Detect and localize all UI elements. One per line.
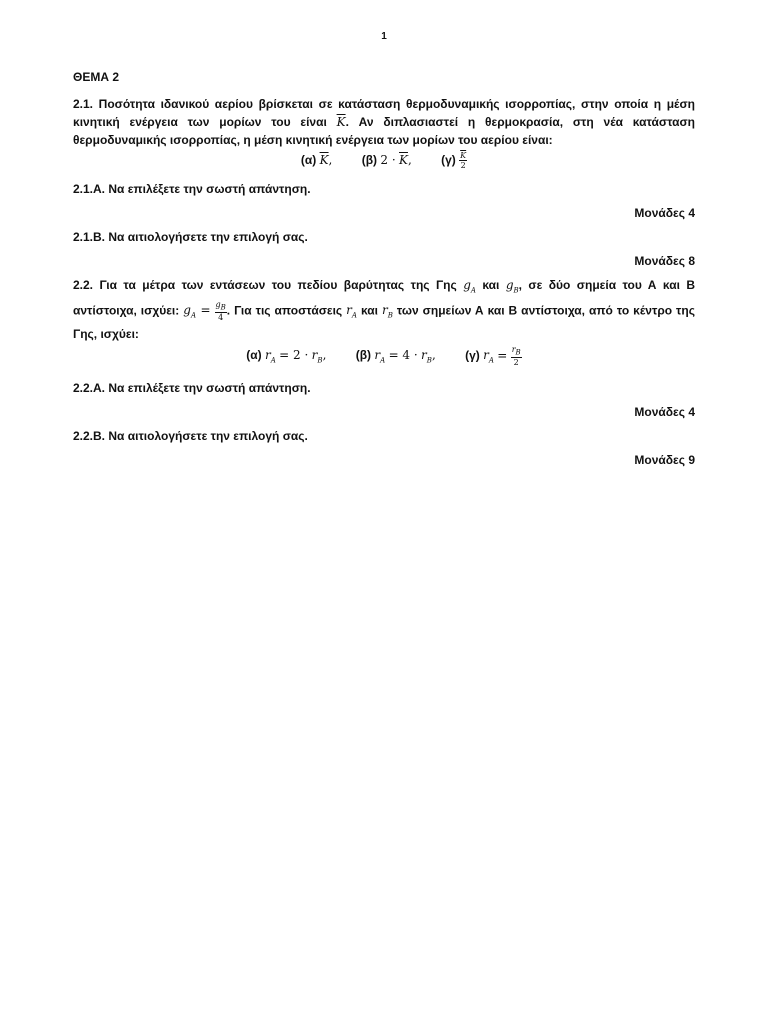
symbol-r-b: $r_B$: [381, 303, 393, 320]
points-2-1-a: Μονάδες 4: [634, 206, 695, 221]
fraction-numerator: $g_B$: [215, 299, 226, 312]
symbol-k-bar: $\overline{K}$: [336, 115, 346, 129]
equation-g: $g_A$ =: [183, 303, 211, 320]
points-2-2-b: Μονάδες 9: [634, 453, 695, 468]
option-b: (β) $r_A = 4 \cdot r_B$,: [355, 348, 436, 365]
option-math: $\overline{K}$: [399, 153, 408, 167]
question-2-2-b: 2.2.Β. Να αιτιολογήσετε την επιλογή σας.: [73, 429, 308, 444]
fraction-gb-over-4: [215, 300, 227, 323]
question-2-2-text: [73, 276, 695, 342]
question-text-continued: . Για τις αποστάσεις: [226, 303, 343, 318]
question-2-1-b: 2.1.Β. Να αιτιολογήσετε την επιλογή σας.: [73, 230, 308, 245]
conjunction: και: [482, 278, 500, 293]
option-c: [441, 151, 467, 170]
theme-title: ΘΕΜΑ 2: [73, 70, 120, 84]
question-2-1-text: [73, 95, 695, 149]
option-b: (β) $2 \cdot \overline{K}$,: [361, 153, 412, 167]
option-math: = 4 ·: [388, 348, 418, 363]
points-2-1-b: Μονάδες 8: [634, 254, 695, 269]
fraction-rb-over-2: [511, 345, 522, 368]
conjunction: και: [360, 303, 378, 318]
fraction-k-over-2: [459, 151, 467, 170]
option-label: (α): [246, 348, 262, 363]
option-math: =: [497, 348, 508, 363]
fraction-denominator: 4: [218, 313, 224, 323]
question-2-1-options: [73, 151, 695, 170]
fraction-denominator: 2: [513, 358, 519, 368]
option-factor: 2 ·: [380, 153, 396, 167]
question-2-2-a: 2.2.Α. Να επιλέξετε την σωστή απάντηση.: [73, 381, 311, 396]
option-math: $\overline{K}$: [319, 153, 329, 167]
question-number: 2.1.: [73, 97, 94, 111]
question-text: Για τα μέτρα των εντάσεων του πεδίου βαρύτητας της Γης: [99, 278, 457, 293]
question-2-2-options: [73, 345, 695, 370]
question-text-continued: , σε δύο σημεία του Α και Β αντίστοιχα, ισχύει:: [73, 278, 695, 318]
document-body: [73, 68, 695, 475]
option-label: (α): [300, 153, 317, 167]
question-text-continued: των σημείων Α και Β αντίστοιχα, από το κέντρο της Γης, ισχύει:: [73, 303, 695, 341]
option-label: (γ): [441, 153, 456, 167]
option-math: = 2 ·: [279, 348, 309, 363]
option-label: (γ): [465, 348, 480, 363]
option-c: (γ) $r_A$ = $\frac{r_B}{2}$: [465, 344, 521, 368]
question-text: Ποσότητα ιδανικού αερίου βρίσκεται σε κατάσταση θερμοδυναμικής ισορροπίας, στην οποία η μέση κινητική ενέργεια των μορίων του είναι: [73, 97, 695, 129]
option-label: (β): [361, 153, 378, 167]
fraction-numerator: $\overline{K}$: [460, 151, 467, 161]
symbol-r-a: $r_A$: [346, 303, 357, 320]
page-number: 1: [381, 31, 387, 42]
option-a: (α) $r_A = 2 \cdot r_B$,: [246, 348, 327, 365]
question-text-continued: . Αν διπλασιαστεί η θερμοκρασία, στη νέα κατάσταση θερμοδυναμικής ισορροπίας, η μέση κινητική ενέργεια των μορίων του αερίου είναι:: [73, 115, 695, 147]
option-label: (β): [355, 348, 372, 363]
symbol-g-a: $g_A$: [463, 278, 476, 295]
symbol-g-b: $g_B$: [505, 278, 519, 295]
fraction-denominator: 2: [460, 161, 466, 171]
fraction-numerator: $r_B$: [511, 344, 521, 357]
option-a: (α) $\overline{K}$,: [300, 153, 333, 167]
question-number: 2.2.: [73, 278, 94, 293]
question-2-1-a: 2.1.Α. Να επιλέξετε την σωστή απάντηση.: [73, 182, 311, 197]
points-2-2-a: Μονάδες 4: [634, 405, 695, 420]
